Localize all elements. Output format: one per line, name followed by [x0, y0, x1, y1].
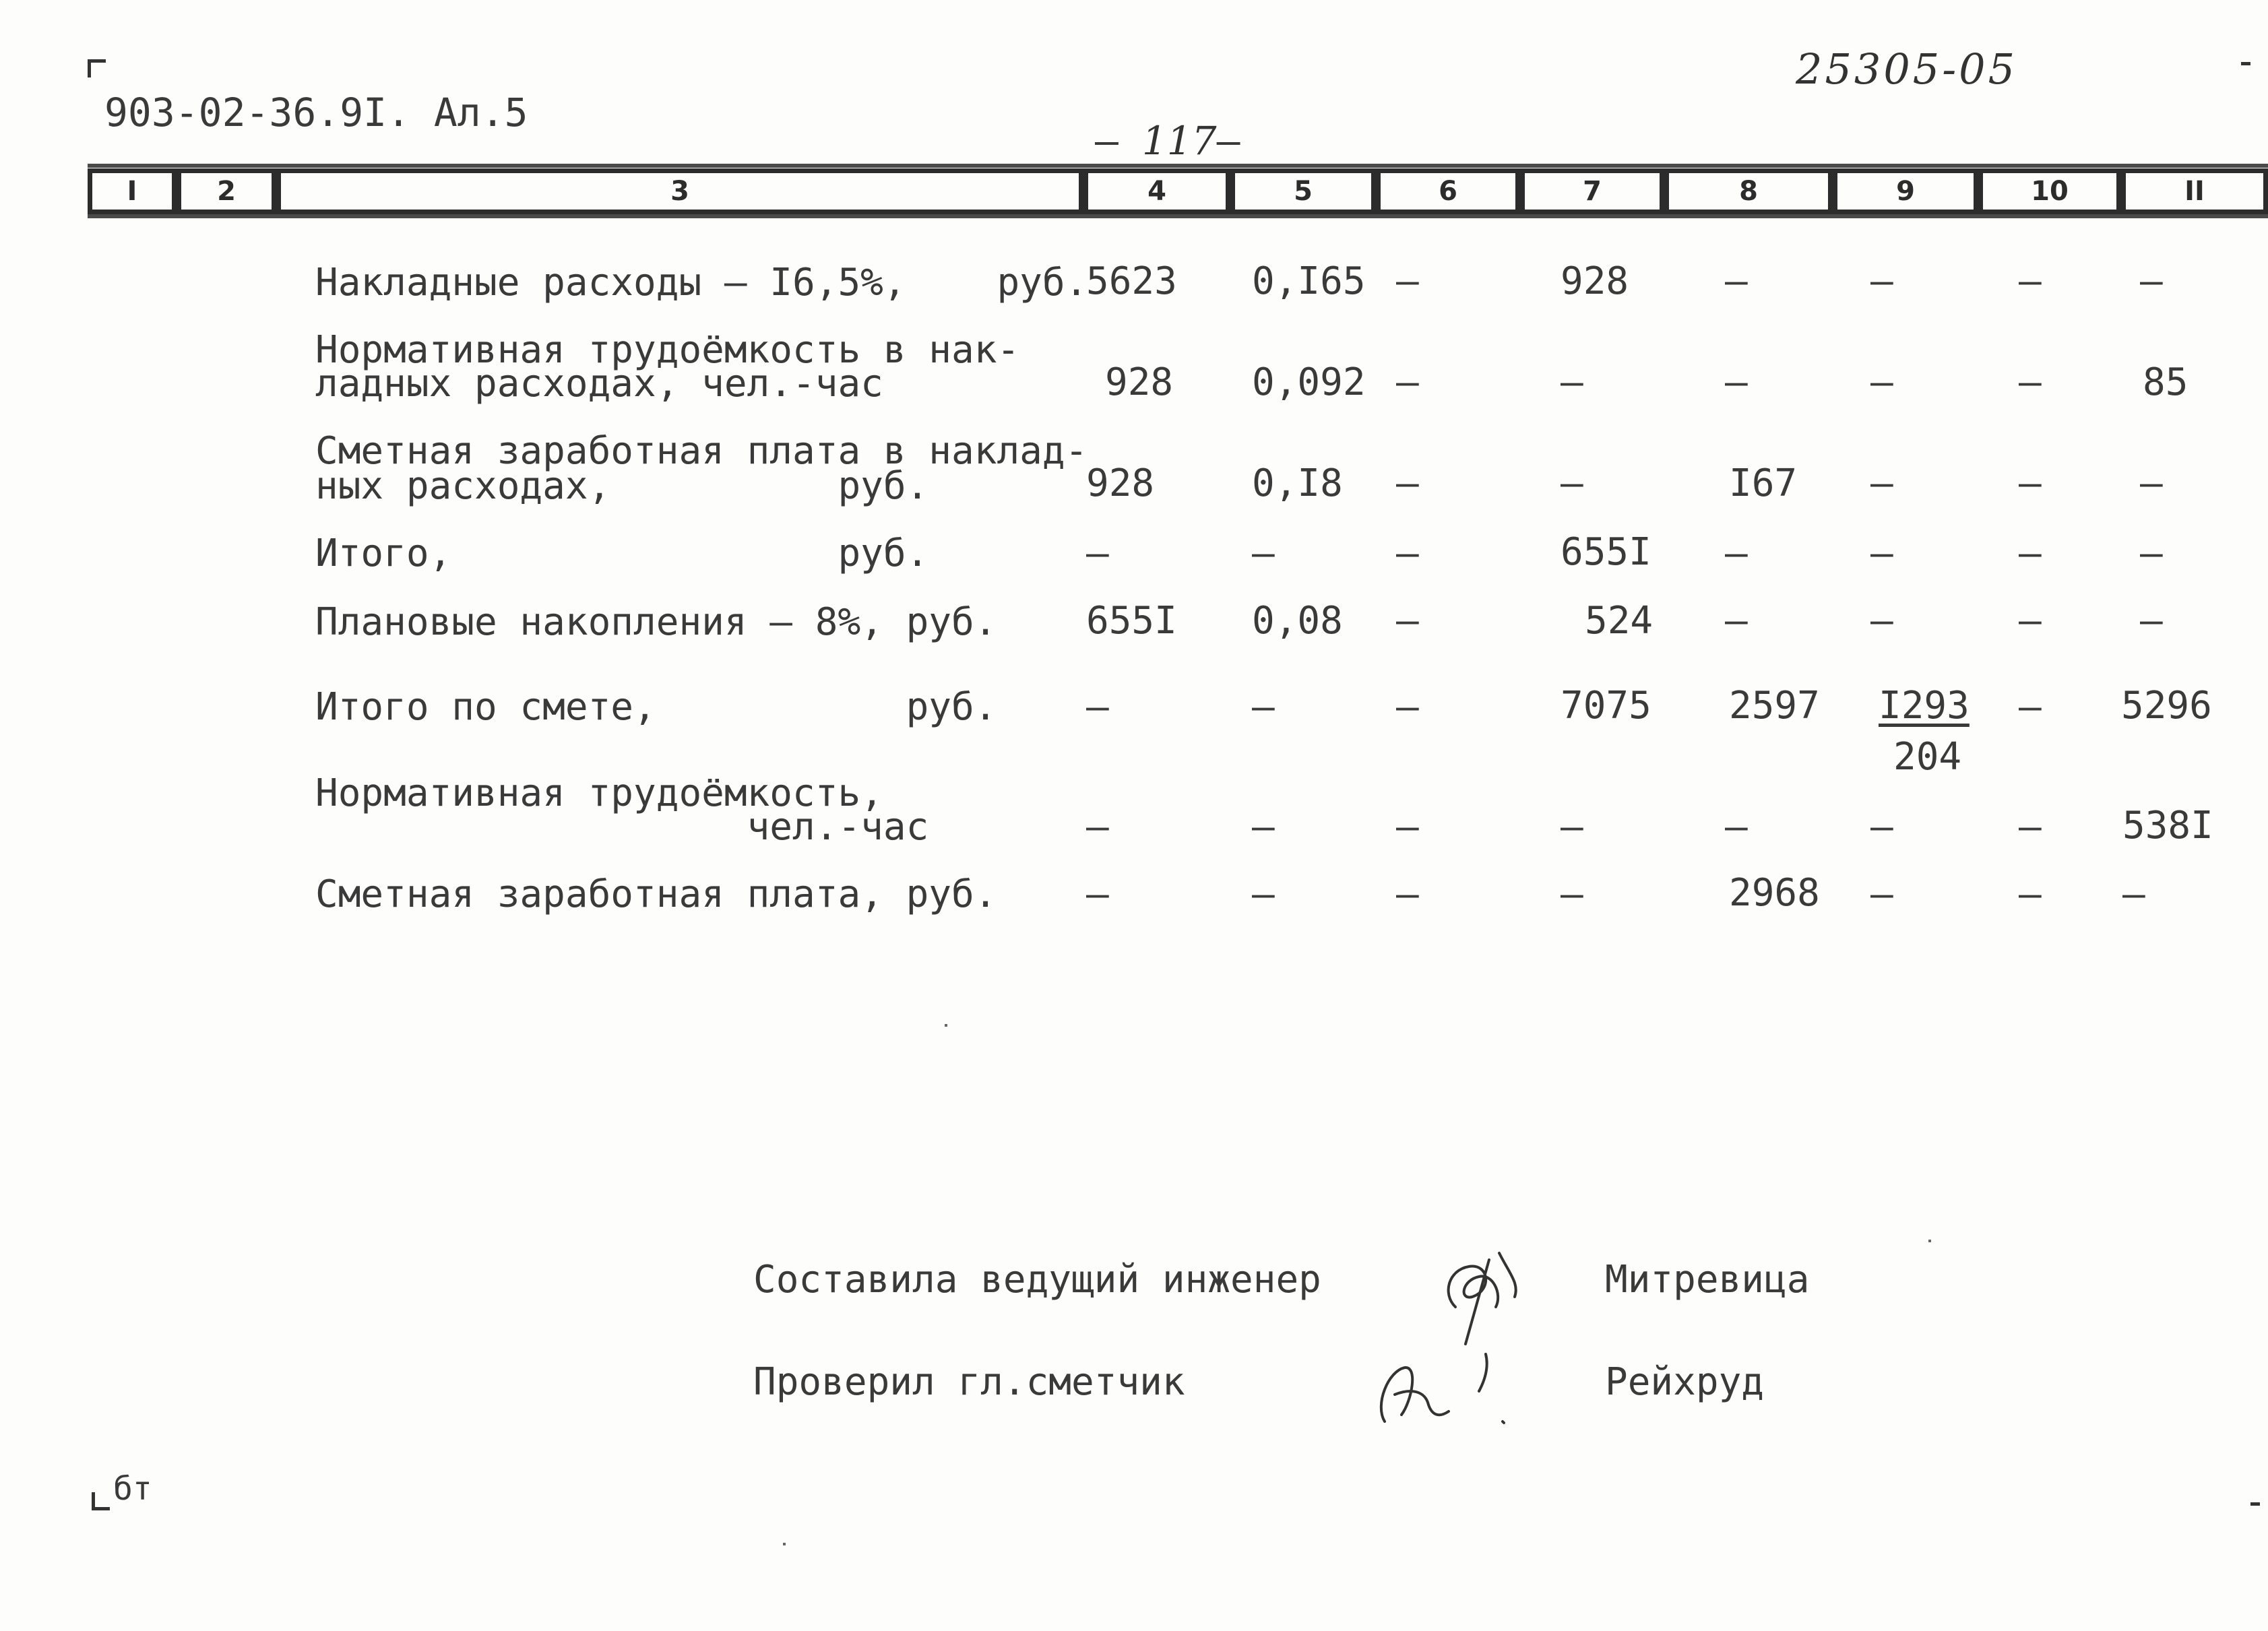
- cell-col10: –: [2019, 461, 2042, 505]
- cell-col4: –: [1086, 805, 1109, 849]
- row-label-line: чел.-час: [315, 805, 929, 849]
- signature-role: Проверил гл.сметчик: [753, 1360, 1185, 1404]
- cell-col5: –: [1252, 872, 1275, 916]
- document-code: 903-02-36.9I. Ал.5: [104, 90, 528, 135]
- cell-col9: –: [1870, 599, 1893, 643]
- cell-col10: –: [2019, 599, 2042, 643]
- cell-col10: –: [2019, 872, 2042, 916]
- cell-col4: –: [1086, 872, 1109, 916]
- cell-col6: –: [1396, 872, 1419, 916]
- column-header-7: 7: [1520, 168, 1664, 214]
- row-label-line: Сметная заработная плата в наклад-: [315, 429, 1088, 473]
- cell-col8: –: [1725, 259, 1748, 303]
- cell-col6: –: [1396, 461, 1419, 505]
- corner-mark-bottom-right: [2250, 1502, 2260, 1506]
- cell-col11: –: [2140, 461, 2163, 505]
- handwritten-signature-checker: [1364, 1341, 1519, 1442]
- signer-name: Митревица: [1605, 1258, 1810, 1302]
- handwritten-signature-compiler: [1428, 1233, 1530, 1347]
- row-label-line: Итого, руб.: [315, 532, 929, 575]
- column-header-1: I: [88, 168, 177, 214]
- cell-col11: –: [2122, 872, 2145, 916]
- cell-col11: 5296: [2121, 684, 2212, 728]
- cell-col7: –: [1561, 805, 1583, 849]
- cell-col9: –: [1870, 532, 1893, 575]
- cell-col4: –: [1086, 532, 1109, 575]
- row-label-line: Плановые накопления – 8%, руб.: [315, 600, 997, 644]
- cell-col11: –: [2140, 259, 2163, 303]
- header-top-rule: [88, 164, 2268, 168]
- cell-col8: –: [1725, 532, 1748, 575]
- cell-col10: –: [2019, 805, 2042, 849]
- cell-col7: –: [1561, 360, 1583, 404]
- cell-col9: I293: [1879, 684, 1970, 728]
- cell-col6: –: [1396, 532, 1419, 575]
- column-header-11: II: [2121, 168, 2268, 214]
- column-header-10: 10: [1978, 168, 2121, 214]
- cell-col6: –: [1396, 599, 1419, 643]
- cell-col5: 0,I65: [1252, 259, 1366, 303]
- column-header-9: 9: [1833, 168, 1978, 214]
- cell-col6: –: [1396, 685, 1419, 729]
- row-label-line: Нормативная трудоёмкость в нак-: [315, 328, 1020, 372]
- footer-mark: бт: [113, 1470, 152, 1508]
- cell-col8: 2968: [1729, 871, 1820, 915]
- row-label-line: Итого по смете, руб.: [315, 685, 997, 729]
- column-header-3: 3: [276, 168, 1083, 214]
- cell-col5: 0,092: [1252, 360, 1366, 404]
- cell-col7: 655I: [1561, 530, 1651, 574]
- cell-col7: –: [1561, 872, 1583, 916]
- cell-col11: –: [2140, 599, 2163, 643]
- row-label-line: ных расходах, руб.: [315, 464, 929, 508]
- cell-col7: 7075: [1561, 684, 1651, 728]
- cell-col9: –: [1870, 461, 1893, 505]
- column-header-8: 8: [1664, 168, 1833, 214]
- signer-name: Рейхруд: [1605, 1360, 1765, 1404]
- row-label-line: Накладные расходы – I6,5%, руб.: [315, 261, 1088, 305]
- speck-dot: [945, 1024, 947, 1027]
- cell-col10: –: [2019, 532, 2042, 575]
- cell-col6: –: [1396, 805, 1419, 849]
- cell-col5: –: [1252, 532, 1275, 575]
- cell-col9: –: [1870, 872, 1893, 916]
- cell-col8: –: [1725, 599, 1748, 643]
- speck-dot: [783, 1543, 786, 1545]
- cell-col5: 0,I8: [1252, 461, 1343, 505]
- cell-col9: –: [1870, 360, 1893, 404]
- cell-col7: –: [1561, 461, 1583, 505]
- speck-dot: [1928, 1240, 1931, 1242]
- cell-col8: –: [1725, 805, 1748, 849]
- cell-col11: 538I: [2122, 804, 2213, 848]
- cell-col8: I67: [1729, 461, 1798, 505]
- column-header-2: 2: [177, 168, 276, 214]
- row-label-line: Сметная заработная плата, руб.: [315, 872, 997, 916]
- cell-col10: –: [2019, 360, 2042, 404]
- cell-col4: 655I: [1086, 599, 1177, 643]
- cell-col11: –: [2140, 532, 2163, 575]
- cell-col8: 2597: [1729, 684, 1820, 728]
- cell-col11: 85: [2143, 360, 2188, 404]
- row-label-line: Нормативная трудоёмкость,: [315, 771, 883, 815]
- cell-col4: 5623: [1086, 259, 1177, 303]
- cell-col10: –: [2019, 259, 2042, 303]
- cell-col9: –: [1870, 805, 1893, 849]
- signature-role: Составила ведущий инженер: [753, 1258, 1321, 1302]
- corner-mark-bottom-left: [92, 1492, 110, 1510]
- cell-col5: 0,08: [1252, 599, 1343, 643]
- page-number: — 117—: [1095, 118, 1240, 164]
- cell-col5: –: [1252, 685, 1275, 729]
- row-label-line: ладных расходах, чел.-час: [315, 362, 883, 406]
- header-bottom-rule: [88, 214, 2268, 218]
- cell-col4: 928: [1086, 461, 1155, 505]
- cell-col7: 928: [1561, 259, 1629, 303]
- cell-col10: –: [2019, 685, 2042, 729]
- corner-mark-top-right: [2241, 62, 2250, 65]
- cell-col6: –: [1396, 360, 1419, 404]
- cell-col9-sub: 204: [1893, 735, 1962, 779]
- cell-col5: –: [1252, 805, 1275, 849]
- column-header-6: 6: [1376, 168, 1520, 214]
- cell-col6: –: [1396, 259, 1419, 303]
- cell-col4: 928: [1105, 360, 1174, 404]
- cell-col8: –: [1725, 360, 1748, 404]
- column-header-5: 5: [1230, 168, 1376, 214]
- cell-col9: –: [1870, 259, 1893, 303]
- column-header-4: 4: [1083, 168, 1230, 214]
- archive-number: 25305-05: [1796, 44, 2018, 94]
- cell-col7: 524: [1585, 599, 1653, 643]
- cell-col4: –: [1086, 685, 1109, 729]
- corner-mark-top-left: [88, 59, 106, 77]
- page-number-value: 117: [1141, 118, 1217, 164]
